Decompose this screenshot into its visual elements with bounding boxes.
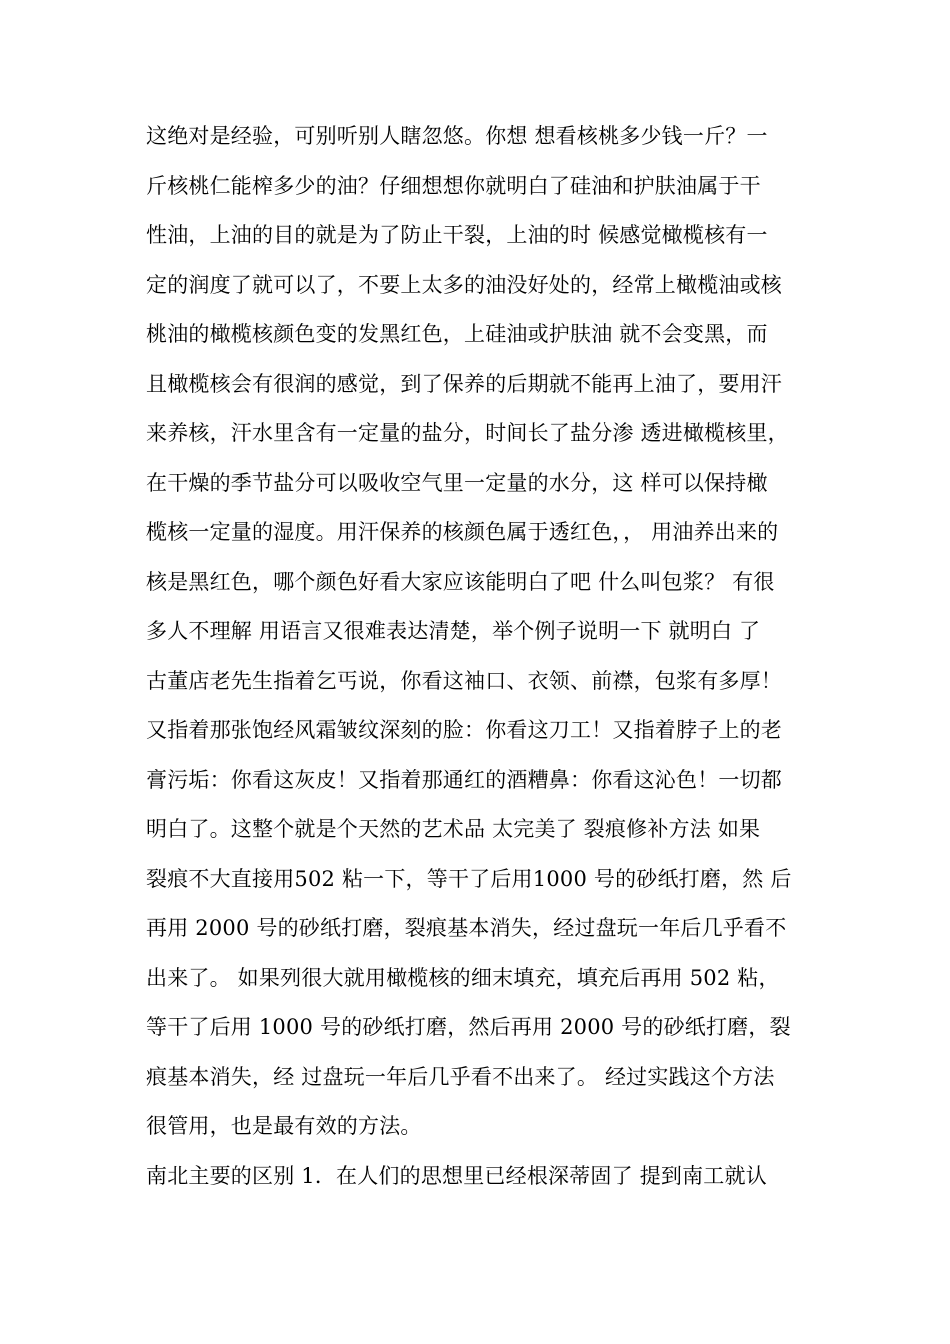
text-line: 明白了。这整个就是个天然的艺术品 太完美了 裂痕修补方法 如果 — [146, 817, 761, 841]
paragraph-2 — [146, 1157, 810, 1207]
text-line: 古董店老先生指着乞丐说，你看这袖口、衣领、前襟，包浆有多厚！ — [146, 668, 782, 693]
text-line: 榄核一定量的湿度。用汗保养的核颜色属于透红色，， 用油养出来的 — [146, 520, 779, 544]
text-line: 性油，上油的目的就是为了防止干裂，上油的时 候感觉橄榄核有一 — [146, 223, 768, 247]
text-line: 定的润度了就可以了，不要上太多的油没好处的，经常上橄榄油或核 — [146, 272, 782, 297]
text-line: 再用 2000 号的砂纸打磨，裂痕基本消失，经过盘玩一年后几乎看不 — [146, 916, 787, 940]
text-line: 斤核桃仁能榨多少的油？仔细想想你就明白了硅油和护肤油属于干 — [146, 173, 761, 198]
text-line: 多人不理解 用语言又很难表达清楚，举个例子说明一下 就明白 了 — [146, 619, 761, 643]
text-line: 裂痕不大直接用502 粘一下，等干了后用1000 号的砂纸打磨，然 后 — [146, 866, 792, 891]
text-line: 来养核，汗水里含有一定量的盐分，时间长了盐分渗 透进橄榄核里， — [146, 421, 789, 445]
text-line: 痕基本消失，经 过盘玩一年后几乎看不出来了。 经过实践这个方法 — [146, 1064, 775, 1089]
text-line: 这绝对是经验，可别听别人瞎忽悠。你想 想看核桃多少钱一斤？一 — [146, 124, 768, 148]
text-line: 很管用，也是最有效的方法。 — [146, 1114, 422, 1138]
text-line: 等干了后用 1000 号的砂纸打磨，然后再用 2000 号的砂纸打磨，裂 — [146, 1015, 791, 1039]
text-line: 且橄榄核会有很润的感觉，到了保养的后期就不能再上油了，要用汗 — [146, 371, 782, 396]
text-line: 在干燥的季节盐分可以吸收空气里一定量的水分，这 样可以保持橄 — [146, 470, 768, 495]
text-line: 核是黑红色，哪个颜色好看大家应该能明白了吧 什么叫包浆？ 有很 — [146, 569, 775, 594]
text-line: 桃油的橄榄核颜色变的发黑红色，上硅油或护肤油 就不会变黑，而 — [146, 322, 768, 346]
text-line: 膏污垢：你看这灰皮！又指着那通红的酒糟鼻：你看这沁色！一切都 — [146, 767, 782, 792]
paragraph-1 — [146, 117, 810, 1157]
text-line: 出来了。 如果列很大就用橄榄核的细末填充，填充后再用 502 粘， — [146, 965, 780, 990]
text-line: 又指着那张饱经风霜皱纹深刻的脸：你看这刀工！又指着脖子上的老 — [146, 718, 782, 742]
document-body — [146, 117, 810, 1206]
text-line: 南北主要的区别 1．在人们的思想里已经根深蒂固了 提到南工就认 — [146, 1163, 767, 1188]
